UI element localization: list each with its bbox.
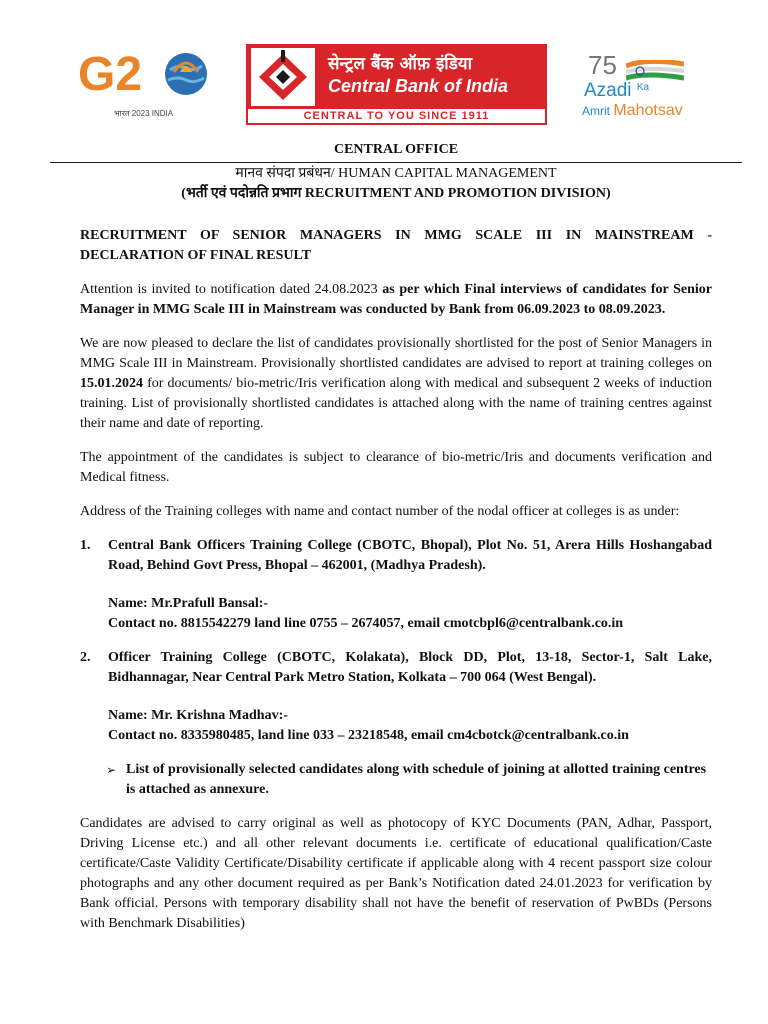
azadi-ka-amrit-mahotsav-logo xyxy=(582,50,692,125)
college-address: Central Bank Officers Training College (CBOTC, Bhopal), Plot No. 51, Arera Hills Hoshangabad Road, Behind Govt Press, Bhopal – 462001, (Madhya Pradesh). xyxy=(108,538,712,573)
bank-tagline: CENTRAL TO YOU SINCE 1911 xyxy=(246,107,547,125)
office-title: CENTRAL OFFICE xyxy=(333,142,459,157)
tricolour-flag-icon xyxy=(626,60,684,82)
bank-name: Central Bank of India xyxy=(328,76,509,96)
arrow-bullet-icon: ➢ xyxy=(106,763,117,777)
bank-emblem-icon xyxy=(251,48,315,106)
list-item: 2. Officer Training College (CBOTC, Kolakata), Block DD, Plot, 13-18, Sector-1, Salt Lake, Bidhannagar, Near Central Park Metro Station, Kolkata – 700 064 (West Bengal). Name: Mr. Krishna Madhav:- Contact no. 8335980485, land line 033 – 23218548, email cm4cbotck@centralbank.co.in xyxy=(80,648,712,746)
amrit-word: Amrit xyxy=(582,104,610,118)
letterhead xyxy=(0,0,768,140)
paragraph-address-intro: Address of the Training colleges with name and contact number of the nodal officer at colleges is as under: xyxy=(80,504,680,519)
header-divider xyxy=(50,162,742,163)
paragraph-documents: Candidates are advised to carry original as well as photocopy of KYC Documents (PAN, Adhar, Passport, Driving License etc.) and all other relevant documents i.e. certificate of educational qualification/Caste certificate/Caste Validity Certificate/Disability certificate if applicable along with 4 recent passport size colour photographs and any other document required as per Bank’s Notification dated 24.01.2023 for verification by Bank official. Persons with temporary disability shall not have the benefit of reservation of PwBDs (Persons with Benchmark Disabilities) xyxy=(80,816,712,931)
list-item: 1. Central Bank Officers Training College (CBOTC, Bhopal), Plot No. 51, Arera Hills Hoshangabad Road, Behind Govt Press, Bhopal – 462001, (Madhya Pradesh). Name: Mr.Prafull Bansal:- Contact no. 8815542279 land line 0755 – 2674057, email cmotcbpl6@centralbank.co.in xyxy=(80,536,712,634)
paragraph-declaration: We are now pleased to declare the list of candidates provisionally shortlisted for the post of Senior Managers in MMG Scale III in Mainstream. Provisionally shortlisted candidates are advised to report at training colleges on 15.01.2024 for documents/ bio-metric/Iris verification along with medical and subsequent 2 weeks of induction training. List of provisionally shortlisted candidates is attached along with the name of training centres against their name and date of reporting. xyxy=(80,336,712,431)
nodal-officer-name: Name: Mr. Krishna Madhav:- xyxy=(108,708,288,723)
annexure-note: ➢ List of provisionally selected candidates along with schedule of joining at allotted training centres is attached as annexure. xyxy=(106,762,707,797)
azadi-ka-word: Ka xyxy=(636,82,650,93)
reporting-date: 15.01.2024 xyxy=(80,376,143,391)
g20-logo-text: G2 xyxy=(78,48,143,101)
bank-name-hindi: सेन्ट्रल बैंक ऑफ़ इंडिया xyxy=(328,54,473,74)
bank-logo-banner xyxy=(246,44,547,125)
subdivision-title: (भर्ती एवं पदोन्नति प्रभाग RECRUITMENT AND PROMOTION DIVISION) xyxy=(181,186,611,201)
subject-heading: RECRUITMENT OF SENIOR MANAGERS IN MMG SCALE III IN MAINSTREAM - DECLARATION OF FINAL RESULT xyxy=(80,228,712,263)
paragraph-notification: Attention is invited to notification dated 24.08.2023 as per which Final interviews of candidates for Senior Manager in MMG Scale III in Mainstream was conducted by Bank from 06.09.2023 to 08.09.2023. xyxy=(80,282,713,317)
nodal-officer-name: Name: Mr.Prafull Bansal:- xyxy=(108,596,269,611)
mahotsav-word: Mahotsav xyxy=(613,102,683,119)
nodal-officer-contact: Contact no. 8815542279 land line 0755 – 2674057, email cmotcbpl6@centralbank.co.in xyxy=(108,616,624,631)
g20-tagline: भारत 2023 INDIA xyxy=(114,109,174,118)
nodal-officer-contact: Contact no. 8335980485, land line 033 – 23218548, email cm4cbotck@centralbank.co.in xyxy=(108,728,629,743)
division-title: मानव संपदा प्रबंधन/ HUMAN CAPITAL MANAGEMENT xyxy=(235,166,557,181)
globe-lotus-icon xyxy=(162,50,210,98)
document-body xyxy=(80,140,712,934)
training-college-list xyxy=(80,536,712,746)
college-address: Officer Training College (CBOTC, Kolakata), Block DD, Plot, 13-18, Sector-1, Salt Lake, Bidhannagar, Near Central Park Metro Station, Kolkata – 700 064 (West Bengal). xyxy=(108,650,712,685)
azadi-word: Azadi xyxy=(584,80,632,101)
azadi-75-number: 75 xyxy=(588,50,617,80)
paragraph-appointment: The appointment of the candidates is subject to clearance of bio-metric/Iris and documents verification and Medical fitness. xyxy=(80,450,712,485)
g20-logo xyxy=(78,44,213,124)
